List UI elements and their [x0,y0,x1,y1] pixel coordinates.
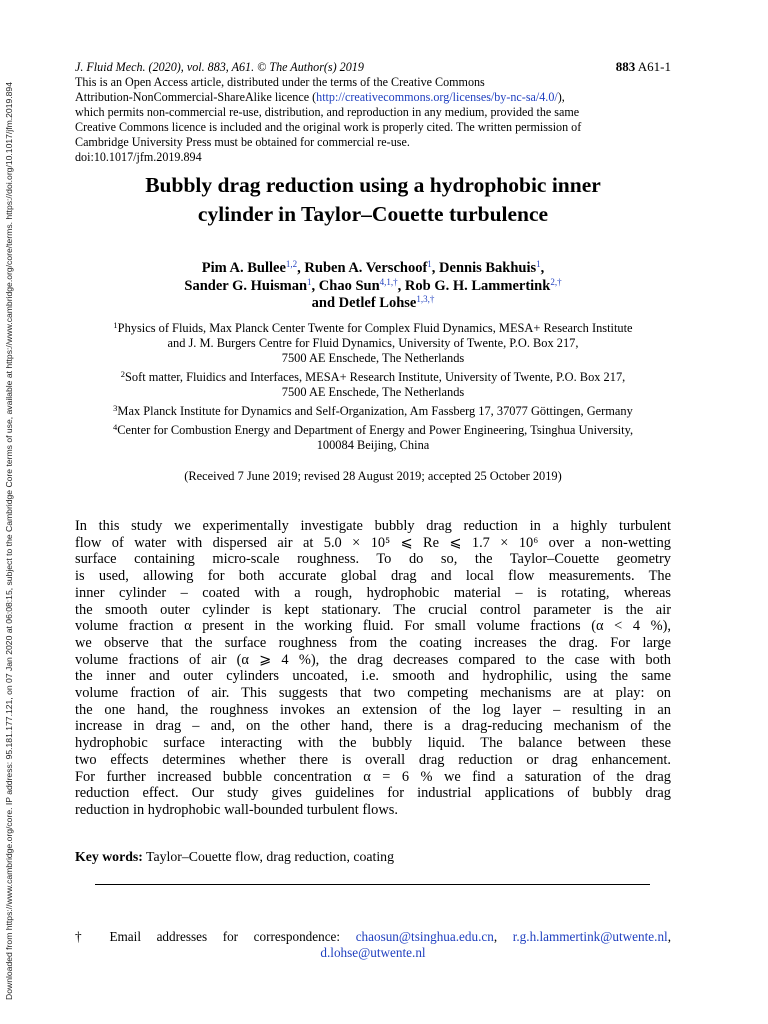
title-line-2: cylinder in Taylor–Couette turbulence [197,202,549,226]
author-line-1 [75,260,671,278]
affiliation-marker[interactable]: 1 [307,276,312,287]
email-link-lammertink[interactable]: r.g.h.lammertink@utwente.nl [512,929,668,944]
affiliations [75,321,671,457]
abstract-line: is used, allowing for both accurate global drag and local flow measurements. The [75,568,671,585]
affiliation-number: 1 [113,320,118,330]
email-link-lohse[interactable]: d.lohse@utwente.nl [320,945,426,960]
doi: doi:10.1017/jfm.2019.894 [75,150,202,164]
affiliation-text: 100084 Beijing, China [316,438,430,452]
affiliation-3 [75,404,671,419]
abstract-line: hydrophobic surface interacting with the bubbly liquid. The balance between these [75,735,671,752]
affiliation-marker[interactable]: 4,1,† [379,276,398,287]
affiliation-2 [75,370,671,400]
license-url-link[interactable]: http://creativecommons.org/licenses/by-nc-sa/4.0/ [316,90,558,104]
affiliation-number: 4 [112,422,118,432]
abstract-line: inner cylinder – coated with a rough, hydrophobic material – is rotating, whereas [75,584,671,601]
affiliation-text: Center for Combustion Energy and Department of Energy and Power Engineering, Tsinghua University, [117,423,634,437]
abstract-line: volume fraction α present in the working fluid. For small volume fractions (α < 4 %), [75,618,671,635]
author-line-2 [75,278,671,296]
journal-header [75,59,671,165]
affiliation-4 [75,423,671,453]
author-name: , Chao Sun [311,277,380,294]
abstract-line: the one hand, the roughness invokes an extension of the log layer – resulting in an [75,701,671,718]
download-sidebar: Downloaded from https://www.cambridge.org/core. IP address: 95.181.177.121, on 07 Jan 2020 at 06:08:15, subject to the Cambridge Core terms of use, available at https://www.cambridge.org/core/terms. https://doi.org/10.1017/jfm.2019.894 [4,82,14,1000]
abstract-line: flow of water with dispersed air at 5.0 × 10⁵ ⩽ Re ⩽ 1.7 × 10⁶ over a non-wetting [75,534,671,551]
footnote-rule [95,884,650,885]
author-name: Sander G. Huisman [184,277,308,294]
affiliation-text: and J. M. Burgers Centre for Fluid Dynamics, University of Twente, P.O. Box 217, [167,336,579,350]
abstract-line: reduction effect. Our study gives guidelines for industrial applications of bubbly drag [75,785,671,802]
abstract-line: two effects determines whether there is overall drag reduction or drag enhancement. [75,751,671,768]
abstract-line: reduction in hydrophobic wall-bounded turbulent flows. [75,801,398,818]
affiliation-text: 7500 AE Enschede, The Netherlands [281,385,465,399]
affiliation-text: Physics of Fluids, Max Planck Center Twente for Complex Fluid Dynamics, MESA+ Research Institute [117,321,633,335]
journal-citation: J. Fluid Mech. (2020), vol. 883, A61. © The Author(s) 2019 [75,60,364,74]
abstract-line: the inner and outer cylinders uncoated, i.e. smooth and hydrophilic, using the same [75,668,671,685]
abstract [75,518,671,819]
keywords-label: Key words: [75,849,143,864]
license-line-1: This is an Open Access article, distributed under the terms of the Creative Commons [75,75,485,89]
abstract-line: For further increased bubble concentration α = 6 % we find a saturation of the drag [75,768,671,785]
abstract-line: surface containing micro-scale roughness. To do so, the Taylor–Couette geometry [75,551,671,568]
abstract-line: volume fraction of air. This suggests that two competing mechanisms are at play: on [75,685,671,702]
affiliation-text: Soft matter, Fluidics and Interfaces, MESA+ Research Institute, University of Twente, P.O. Box 217, [125,370,626,384]
license-line-5: Cambridge University Press must be obtained for commercial re-use. [75,135,410,149]
license-line-2[interactable]: Attribution-NonCommercial-ShareAlike licence (http://creativecommons.org/licenses/by-nc-sa/4.0/), [75,90,565,104]
affiliation-text: 7500 AE Enschede, The Netherlands [281,351,465,365]
abstract-line: In this study we experimentally investigate bubbly drag reduction in a highly turbulent [75,518,671,534]
keywords [75,849,671,865]
author-name: , Ruben A. Verschoof [297,260,428,276]
email-link-chao-sun[interactable]: chaosun@tsinghua.edu.cn [355,929,494,944]
footnote-label: † Email addresses for correspondence: [75,929,356,944]
abstract-line: we observe that the surface roughness from the coating increases the drag. For large [75,634,671,651]
license-line-3: which permits non-commercial re-use, distribution, and reproduction in any medium, provided the same [75,105,580,119]
affiliation-marker[interactable]: 1,3,† [416,294,435,304]
correspondence-footnote: † Email addresses for correspondence: chaosun@tsinghua.edu.cn, r.g.h.lammertink@utwente.nl, d.lohse@utwente.nl [75,929,671,960]
affiliation-text: Max Planck Institute for Dynamics and Self-Organization, Am Fassberg 17, 37077 Göttingen, Germany [117,404,633,418]
author-list [75,260,671,313]
affiliation-number: 2 [120,369,125,379]
author-name: and Detlef Lohse [311,295,417,311]
author-line-3 [75,295,671,313]
received-dates: (Received 7 June 2019; revised 28 August 2019; accepted 25 October 2019) [184,469,562,483]
title-line-1: Bubbly drag reduction using a hydrophobic inner [145,173,601,197]
author-name: , Rob G. H. Lammertink [397,277,551,294]
license-line-4: Creative Commons licence is included and the original work is properly cited. The written permission of [75,120,582,134]
affiliation-marker[interactable]: 1 [427,259,432,269]
author-name: , Dennis Bakhuis [431,260,537,276]
keywords-text: Taylor–Couette flow, drag reduction, coating [142,849,394,864]
affiliation-1 [75,321,671,366]
page-number: 883 A61-1 [615,59,671,74]
affiliation-marker[interactable]: 1,2 [285,259,298,269]
author-separator: , [540,260,545,276]
affiliation-marker[interactable]: 2,† [550,276,562,287]
paper-title [60,171,686,229]
affiliation-number: 3 [113,403,118,413]
affiliation-marker[interactable]: 1 [536,259,541,269]
author-name: Pim A. Bullee [201,260,286,276]
abstract-line: volume fractions of air (α ⩾ 4 %), the drag decreases compared to the case with both [75,651,671,668]
abstract-line: the smooth outer cylinder is kept stationary. The crucial control parameter is the air [75,601,671,618]
abstract-line: increase in drag – and, on the other hand, there is a drag-reducing mechanism of the [75,718,671,735]
